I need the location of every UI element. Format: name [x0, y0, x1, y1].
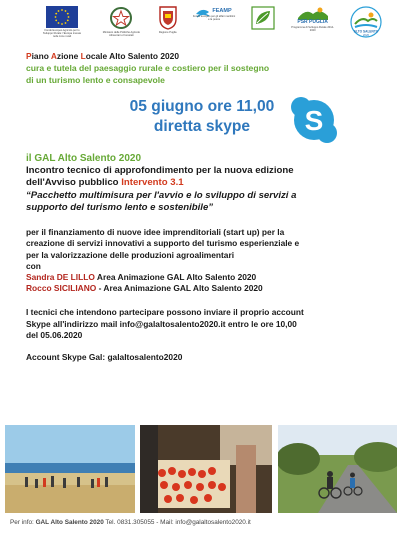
psr-label: PSR PUGLIA	[297, 19, 328, 25]
footer-org: GAL Alto Salento 2020	[35, 519, 104, 526]
plan-header	[26, 51, 386, 86]
eu-logo	[40, 6, 84, 38]
photo-tomatoes	[140, 425, 272, 513]
italian-emblem-icon	[108, 6, 134, 30]
eu-caption: Fondo Europeo Agricolo per lo Sviluppo Rurale: l'Europa investe nelle zone rurali	[42, 29, 82, 38]
skype-icon	[289, 95, 339, 145]
region-caption: Regione Puglia	[158, 31, 177, 34]
event-datetime	[112, 97, 292, 137]
invite-paragraph: I tecnici che intendono partecipare possono inviare il proprio account Skype all'indirizzo mail info@galaltosalento2020.it entro le ore 10,00 del 05.06.2020	[26, 307, 304, 340]
photo-strip	[5, 425, 397, 513]
quote-line-2: supporto del turismo lento e sostenibile”	[26, 202, 214, 214]
meeting-line-2: dell'Avviso pubblico Intervento 3.1	[26, 177, 184, 189]
feamp-caption: Fondo europeo per gli affari marittimi e la pesca	[192, 15, 236, 21]
leader-logo	[251, 6, 275, 30]
footer-contacts: Per info: GAL Alto Salento 2020 Tel. 0831.305055 - Mail: info@galaltosalento2020.it	[10, 519, 251, 526]
plan-subtitle-line-2: di un turismo lento e consapevole	[26, 75, 165, 85]
gal-circle-icon	[350, 6, 382, 38]
psr-puglia-logo	[291, 6, 335, 32]
eu-flag-icon	[46, 6, 78, 28]
region-logo	[159, 6, 177, 34]
gal-name: il GAL Alto Salento 2020	[26, 153, 142, 164]
plan-title: Piano Azione Locale Alto Salento 2020	[26, 51, 179, 61]
photo-coast-group	[5, 425, 135, 513]
feamp-label: FEAMP	[212, 8, 232, 14]
event-date: 05 giugno ore 11,00	[129, 98, 275, 115]
psr-caption: Programma di Sviluppo Rurale 2014-2020	[291, 26, 334, 32]
skype-account: Account Skype Gal: galaltosalento2020	[26, 352, 183, 363]
leader-leaf-icon	[251, 6, 275, 30]
financing-paragraph: per il finanziamento di nuove idee imprenditoriali (start up) per la creazione di servizi innovativi a supporto del turismo esperienziale e per la valorizzazione delle produzioni agroalimentari con Sandra DE LILLO Area Animazione GAL Alto Salento 2020 Rocco SICILIANO - Area Animazione GAL Alto Salento 2020	[26, 227, 386, 294]
speaker-1-name: Sandra DE LILLO	[26, 272, 95, 283]
gal-alto-salento-logo	[350, 6, 382, 38]
region-shield-icon	[159, 6, 177, 30]
meeting-line-1: Incontro tecnico di approfondimento per la nuova edizione	[26, 165, 294, 176]
partner-logos	[40, 6, 382, 42]
gal-logo-text: ALTO SALENTO	[353, 29, 379, 34]
quote-line-1: “Pacchetto multimisura per l'avvio e lo sviluppo di servizi a	[26, 189, 297, 201]
speaker-2-name: Rocco SICILIANO	[26, 283, 97, 294]
feamp-logo	[192, 6, 236, 21]
event-mode: diretta skype	[153, 118, 251, 135]
ministry-caption: Ministero delle Politiche Agricole Alimentari e Forestali	[102, 31, 140, 37]
skype-icon-letter: S	[304, 105, 324, 136]
photo-cyclists	[278, 425, 397, 513]
psr-landscape-icon	[298, 6, 328, 20]
gal-logo-year: 2020	[362, 33, 370, 37]
speaker-2: Rocco SICILIANO - Area Animazione GAL Alto Salento 2020	[26, 283, 263, 294]
footer-phone-mail: Tel. 0831.305055 - Mail: info@galaltosalento2020.it	[103, 519, 251, 526]
intervento-label: Intervento 3.1	[121, 177, 184, 189]
plan-subtitle-line-1: cura e tutela del paesaggio rurale e costiero per il sostegno	[26, 63, 270, 73]
ministry-logo	[99, 6, 143, 37]
announcement-body	[26, 152, 386, 363]
speaker-1: Sandra DE LILLO Area Animazione GAL Alto Salento 2020	[26, 272, 257, 283]
